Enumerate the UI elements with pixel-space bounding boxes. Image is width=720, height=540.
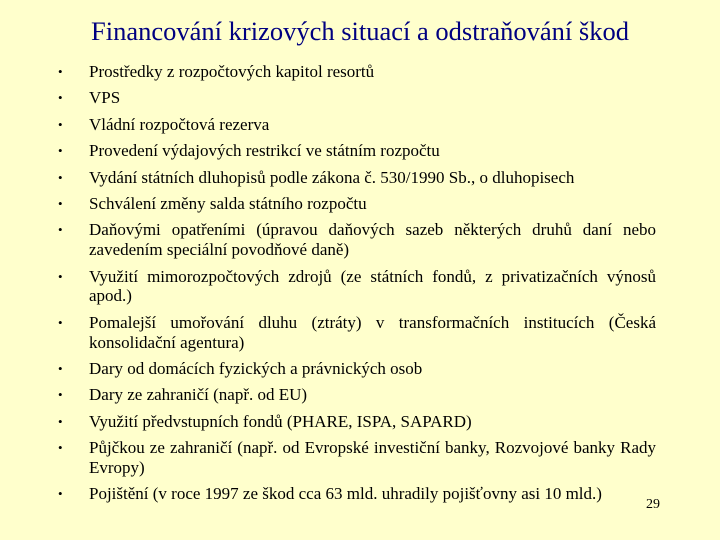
bullet-text: Schválení změny salda státního rozpočtu (89, 193, 367, 213)
bullet-item (52, 220, 656, 260)
bullet-text: Daňovými opatřeními (úpravou daňových sazeb některých druhů daní nebo zavedením speciální povodňové daně) (89, 220, 656, 260)
bullet-icon: • (58, 143, 63, 159)
bullet-item (52, 385, 656, 405)
bullet-item (52, 115, 656, 135)
bullet-item (52, 168, 656, 188)
bullet-text: Prostředky z rozpočtových kapitol resortů (89, 62, 375, 81)
bullet-icon: • (58, 222, 63, 238)
bullet-icon: • (58, 90, 63, 106)
bullet-item (52, 412, 656, 432)
bullet-icon: • (58, 413, 63, 429)
bullet-text: Vládní rozpočtová rezerva (89, 114, 270, 134)
bullet-list (52, 62, 656, 504)
bullet-text: Vydání státních dluhopisů podle zákona č. 530/1990 Sb., o dluhopisech (89, 167, 575, 187)
bullet-item (52, 359, 656, 379)
bullet-item (52, 62, 656, 82)
bullet-text: Dary ze zahraničí (např. od EU) (89, 385, 308, 405)
bullet-icon: • (58, 314, 63, 330)
bullet-icon: • (58, 440, 63, 456)
bullet-item (52, 438, 656, 478)
slide-title: Financování krizových situací a odstraňování škod (91, 16, 629, 46)
bullet-icon: • (58, 360, 63, 376)
bullet-icon: • (58, 116, 63, 132)
bullet-icon: • (58, 268, 63, 284)
bullet-icon: • (58, 195, 63, 211)
bullet-text: Využití předvstupních fondů (PHARE, ISPA, SAPARD) (89, 411, 472, 431)
bullet-icon: • (58, 169, 63, 185)
bullet-item (52, 484, 656, 504)
bullet-item (52, 194, 656, 214)
bullet-icon: • (58, 64, 63, 79)
page-number: 29 (646, 497, 660, 512)
bullet-icon: • (58, 387, 63, 403)
bullet-item (52, 141, 656, 161)
bullet-text: Využití mimorozpočtových zdrojů (ze státních fondů, z privatizačních výnosů apod.) (89, 266, 656, 306)
bullet-item (52, 313, 656, 353)
bullet-icon: • (58, 486, 63, 502)
bullet-item (52, 267, 656, 307)
bullet-text: Provedení výdajových restrikcí ve státním rozpočtu (89, 141, 440, 161)
bullet-text: Dary od domácích fyzických a právnických osob (89, 358, 423, 378)
bullet-item (52, 88, 656, 108)
bullet-text: VPS (89, 88, 121, 108)
bullet-text: Pojištění (v roce 1997 ze škod cca 63 mld. uhradily pojišťovny asi 10 mld.) (89, 484, 602, 504)
bullet-text: Půjčkou ze zahraničí (např. od Evropské investiční banky, Rozvojové banky Rady Evropy) (89, 438, 656, 477)
bullet-text: Pomalejší umořování dluhu (ztráty) v transformačních institucích (Česká konsolidační agentura) (89, 312, 656, 352)
